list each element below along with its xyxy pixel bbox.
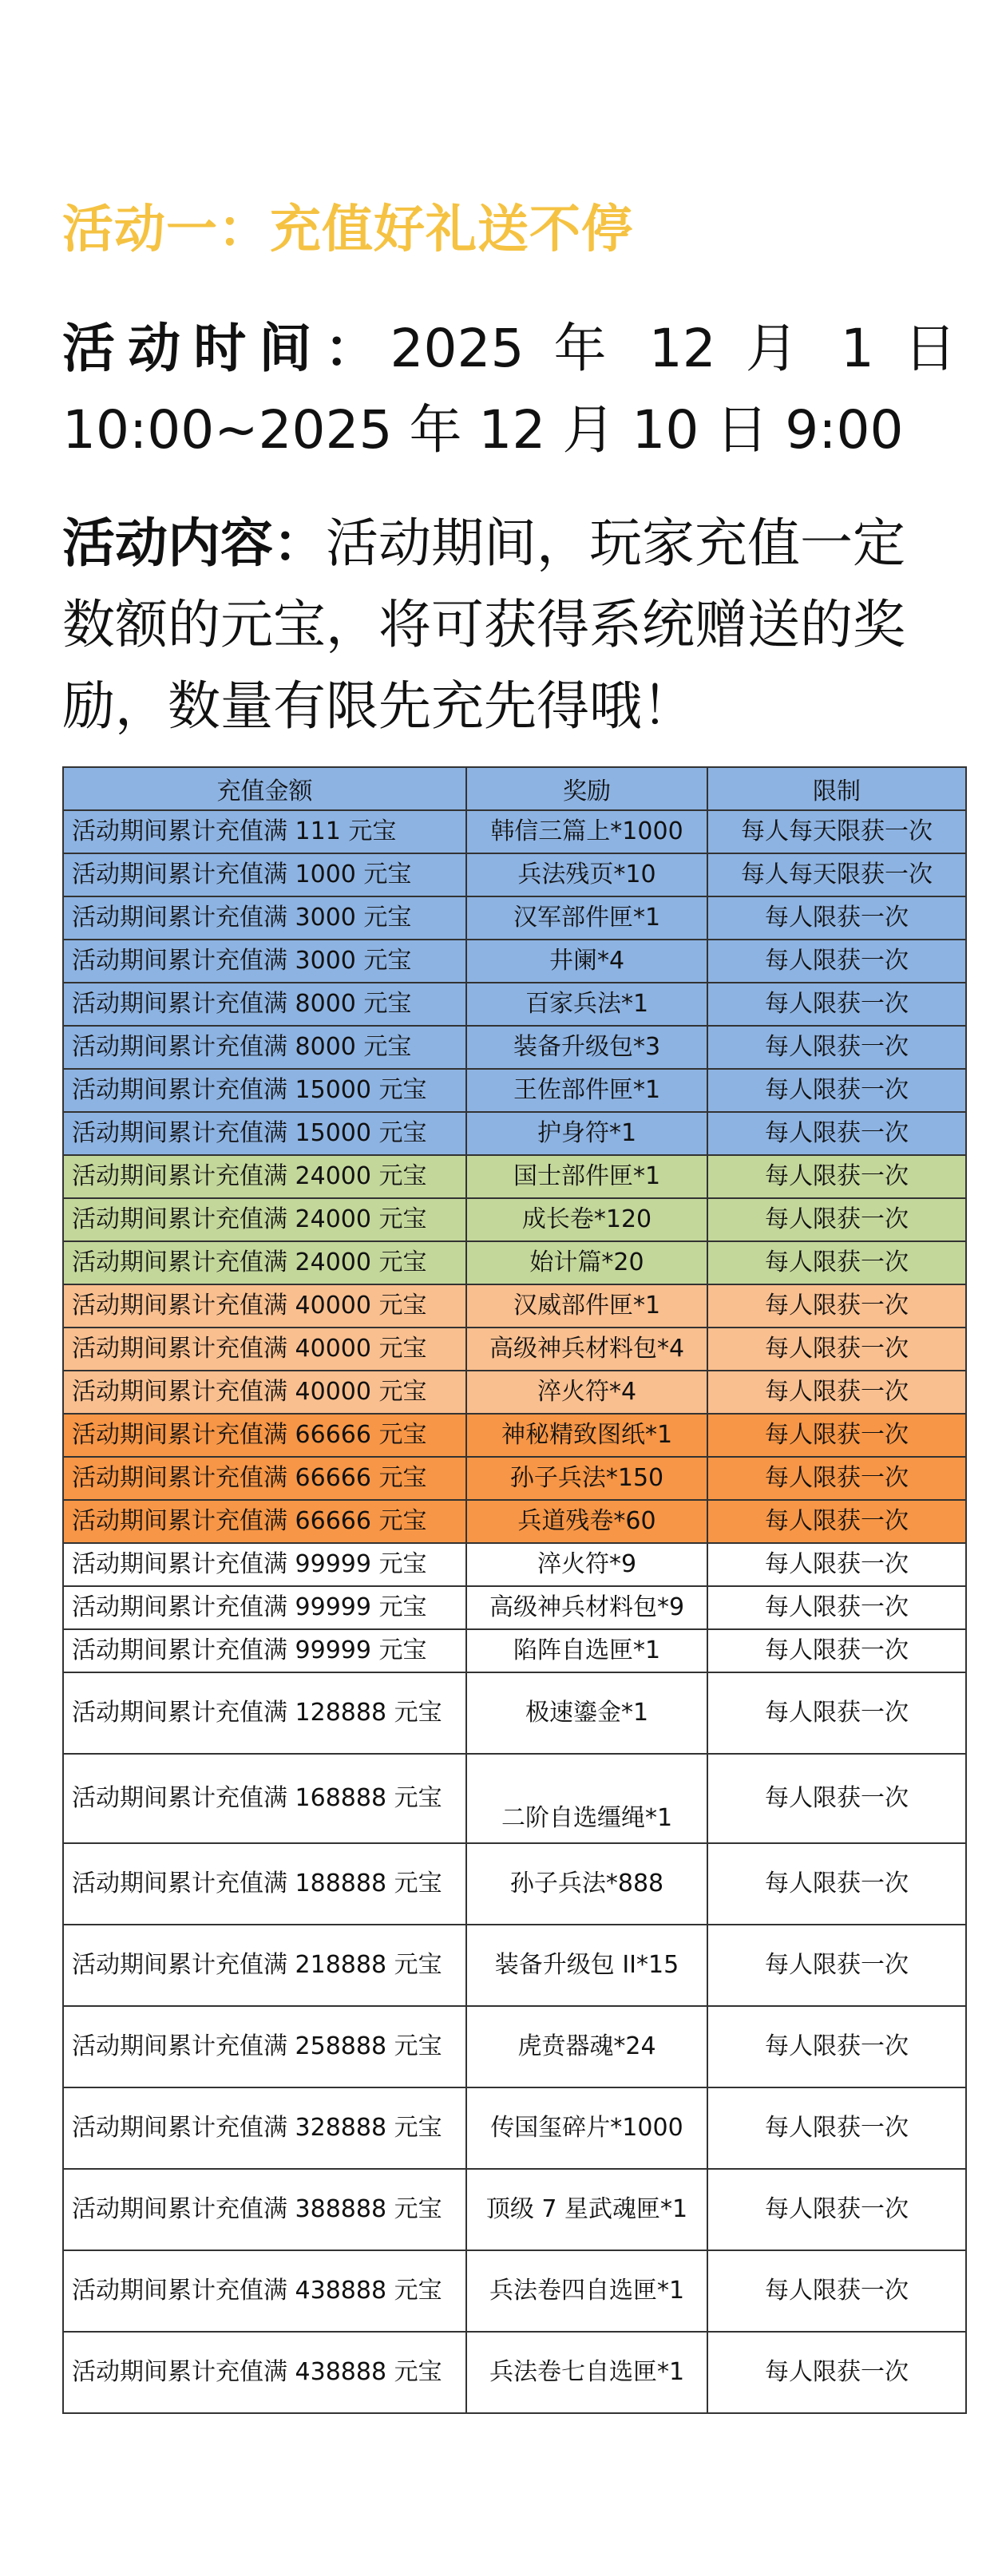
- table-row: [63, 1586, 966, 1629]
- reward-cell: 孙子兵法*150: [466, 1457, 707, 1500]
- table-row: [63, 1414, 966, 1457]
- amount-cell: 活动期间累计充值满 218888 元宝: [63, 1925, 466, 2006]
- reward-cell: 兵法卷四自选匣*1: [466, 2250, 707, 2332]
- amount-cell: 活动期间累计充值满 128888 元宝: [63, 1672, 466, 1754]
- table-row: [63, 1457, 966, 1500]
- table-row: [63, 1672, 966, 1754]
- amount-cell: 活动期间累计充值满 3000 元宝: [63, 940, 466, 983]
- table-row: [63, 1925, 966, 2006]
- limit-cell: 每人限获一次: [707, 983, 966, 1026]
- reward-cell: 顶级 7 星武魂匣*1: [466, 2169, 707, 2250]
- amount-cell: 活动期间累计充值满 66666 元宝: [63, 1414, 466, 1457]
- amount-cell: 活动期间累计充值满 168888 元宝: [63, 1754, 466, 1843]
- table-row: [63, 1843, 966, 1925]
- limit-cell: 每人限获一次: [707, 1843, 966, 1925]
- reward-cell: 孙子兵法*888: [466, 1843, 707, 1925]
- amount-cell: 活动期间累计充值满 40000 元宝: [63, 1371, 466, 1414]
- reward-cell: 高级神兵材料包*9: [466, 1586, 707, 1629]
- reward-cell: 汉威部件匣*1: [466, 1284, 707, 1328]
- reward-cell: 二阶自选缰绳*1: [466, 1754, 707, 1843]
- limit-cell: 每人限获一次: [707, 1672, 966, 1754]
- amount-cell: 活动期间累计充值满 258888 元宝: [63, 2006, 466, 2087]
- table-row: [63, 896, 966, 940]
- amount-cell: 活动期间累计充值满 8000 元宝: [63, 983, 466, 1026]
- reward-cell: 淬火符*4: [466, 1371, 707, 1414]
- amount-cell: 活动期间累计充值满 66666 元宝: [63, 1500, 466, 1543]
- reward-cell: 兵道残卷*60: [466, 1500, 707, 1543]
- table-row: [63, 1543, 966, 1586]
- table-row: [63, 983, 966, 1026]
- reward-table: [62, 766, 967, 2414]
- table-row: [63, 1754, 966, 1843]
- limit-cell: 每人限获一次: [707, 1241, 966, 1284]
- amount-cell: 活动期间累计充值满 188888 元宝: [63, 1843, 466, 1925]
- reward-cell: 汉军部件匣*1: [466, 896, 707, 940]
- limit-cell: 每人限获一次: [707, 2250, 966, 2332]
- limit-cell: 每人限获一次: [707, 1543, 966, 1586]
- table-row: [63, 1284, 966, 1328]
- event-content-label: 活动内容：: [62, 512, 326, 574]
- limit-cell: 每人每天限获一次: [707, 810, 966, 853]
- reward-cell: 井阑*4: [466, 940, 707, 983]
- limit-cell: 每人限获一次: [707, 1500, 966, 1543]
- limit-cell: 每人限获一次: [707, 1629, 966, 1672]
- reward-cell: 高级神兵材料包*4: [466, 1328, 707, 1371]
- limit-cell: 每人限获一次: [707, 2087, 966, 2169]
- header-amount: 充值金额: [63, 767, 466, 810]
- reward-cell: 兵法卷七自选匣*1: [466, 2332, 707, 2413]
- limit-cell: 每人限获一次: [707, 1026, 966, 1069]
- limit-cell: 每人限获一次: [707, 896, 966, 940]
- table-row: [63, 1500, 966, 1543]
- table-row: [63, 853, 966, 896]
- table-row: [63, 1371, 966, 1414]
- reward-cell: 成长卷*120: [466, 1198, 707, 1241]
- amount-cell: 活动期间累计充值满 66666 元宝: [63, 1457, 466, 1500]
- limit-cell: 每人限获一次: [707, 2332, 966, 2413]
- reward-cell: 百家兵法*1: [466, 983, 707, 1026]
- limit-cell: 每人限获一次: [707, 1328, 966, 1371]
- table-row: [63, 940, 966, 983]
- amount-cell: 活动期间累计充值满 99999 元宝: [63, 1586, 466, 1629]
- reward-cell: 神秘精致图纸*1: [466, 1414, 707, 1457]
- amount-cell: 活动期间累计充值满 40000 元宝: [63, 1284, 466, 1328]
- limit-cell: 每人限获一次: [707, 1284, 966, 1328]
- reward-cell: 兵法残页*10: [466, 853, 707, 896]
- reward-cell: 装备升级包 II*15: [466, 1925, 707, 2006]
- table-row: [63, 1241, 966, 1284]
- header-limit: 限制: [707, 767, 966, 810]
- limit-cell: 每人限获一次: [707, 1457, 966, 1500]
- table-row: [63, 1069, 966, 1112]
- amount-cell: 活动期间累计充值满 99999 元宝: [63, 1543, 466, 1586]
- event-time-label: 活动时间：: [62, 318, 390, 379]
- amount-cell: 活动期间累计充值满 388888 元宝: [63, 2169, 466, 2250]
- table-row: [63, 1198, 966, 1241]
- reward-table-body: [63, 810, 966, 2413]
- amount-cell: 活动期间累计充值满 8000 元宝: [63, 1026, 466, 1069]
- table-row: [63, 1026, 966, 1069]
- reward-cell: 极速鎏金*1: [466, 1672, 707, 1754]
- limit-cell: 每人限获一次: [707, 1925, 966, 2006]
- amount-cell: 活动期间累计充值满 40000 元宝: [63, 1328, 466, 1371]
- limit-cell: 每人限获一次: [707, 1754, 966, 1843]
- table-row: [63, 1155, 966, 1198]
- limit-cell: 每人限获一次: [707, 2006, 966, 2087]
- table-row: [63, 810, 966, 853]
- amount-cell: 活动期间累计充值满 111 元宝: [63, 810, 466, 853]
- reward-cell: 始计篇*20: [466, 1241, 707, 1284]
- reward-cell: 国士部件匣*1: [466, 1155, 707, 1198]
- table-row: [63, 1328, 966, 1371]
- table-row: [63, 2006, 966, 2087]
- amount-cell: 活动期间累计充值满 15000 元宝: [63, 1112, 466, 1155]
- table-row: [63, 1629, 966, 1672]
- reward-cell: 护身符*1: [466, 1112, 707, 1155]
- table-row: [63, 2087, 966, 2169]
- event-content: [62, 503, 956, 747]
- amount-cell: 活动期间累计充值满 99999 元宝: [63, 1629, 466, 1672]
- amount-cell: 活动期间累计充值满 1000 元宝: [63, 853, 466, 896]
- limit-cell: 每人限获一次: [707, 1371, 966, 1414]
- amount-cell: 活动期间累计充值满 24000 元宝: [63, 1241, 466, 1284]
- event-heading: 活动一：充值好礼送不停: [62, 200, 633, 259]
- amount-cell: 活动期间累计充值满 328888 元宝: [63, 2087, 466, 2169]
- amount-cell: 活动期间累计充值满 24000 元宝: [63, 1198, 466, 1241]
- reward-cell: 传国玺碎片*1000: [466, 2087, 707, 2169]
- limit-cell: 每人每天限获一次: [707, 853, 966, 896]
- reward-cell: 陷阵自选匣*1: [466, 1629, 707, 1672]
- table-row: [63, 2169, 966, 2250]
- limit-cell: 每人限获一次: [707, 1069, 966, 1112]
- limit-cell: 每人限获一次: [707, 1112, 966, 1155]
- limit-cell: 每人限获一次: [707, 1586, 966, 1629]
- limit-cell: 每人限获一次: [707, 2169, 966, 2250]
- limit-cell: 每人限获一次: [707, 1198, 966, 1241]
- reward-cell: 韩信三篇上*1000: [466, 810, 707, 853]
- limit-cell: 每人限获一次: [707, 940, 966, 983]
- event-time-text: 2025 年 12 月 1 日 10:00~2025 年 12 月 10 日 9:00: [62, 318, 956, 461]
- amount-cell: 活动期间累计充值满 15000 元宝: [63, 1069, 466, 1112]
- event-time: [62, 308, 956, 471]
- amount-cell: 活动期间累计充值满 24000 元宝: [63, 1155, 466, 1198]
- reward-cell: 虎贲器魂*24: [466, 2006, 707, 2087]
- table-row: [63, 1112, 966, 1155]
- reward-cell: 王佐部件匣*1: [466, 1069, 707, 1112]
- limit-cell: 每人限获一次: [707, 1414, 966, 1457]
- table-header-row: [63, 767, 966, 810]
- header-reward: 奖励: [466, 767, 707, 810]
- table-row: [63, 2332, 966, 2413]
- reward-cell: 淬火符*9: [466, 1543, 707, 1586]
- table-row: [63, 2250, 966, 2332]
- event-content-text: 活动期间，玩家充值一定数额的元宝，将可获得系统赠送的奖励，数量有限先充先得哦！: [62, 512, 905, 737]
- amount-cell: 活动期间累计充值满 438888 元宝: [63, 2250, 466, 2332]
- limit-cell: 每人限获一次: [707, 1155, 966, 1198]
- amount-cell: 活动期间累计充值满 438888 元宝: [63, 2332, 466, 2413]
- reward-cell: 装备升级包*3: [466, 1026, 707, 1069]
- amount-cell: 活动期间累计充值满 3000 元宝: [63, 896, 466, 940]
